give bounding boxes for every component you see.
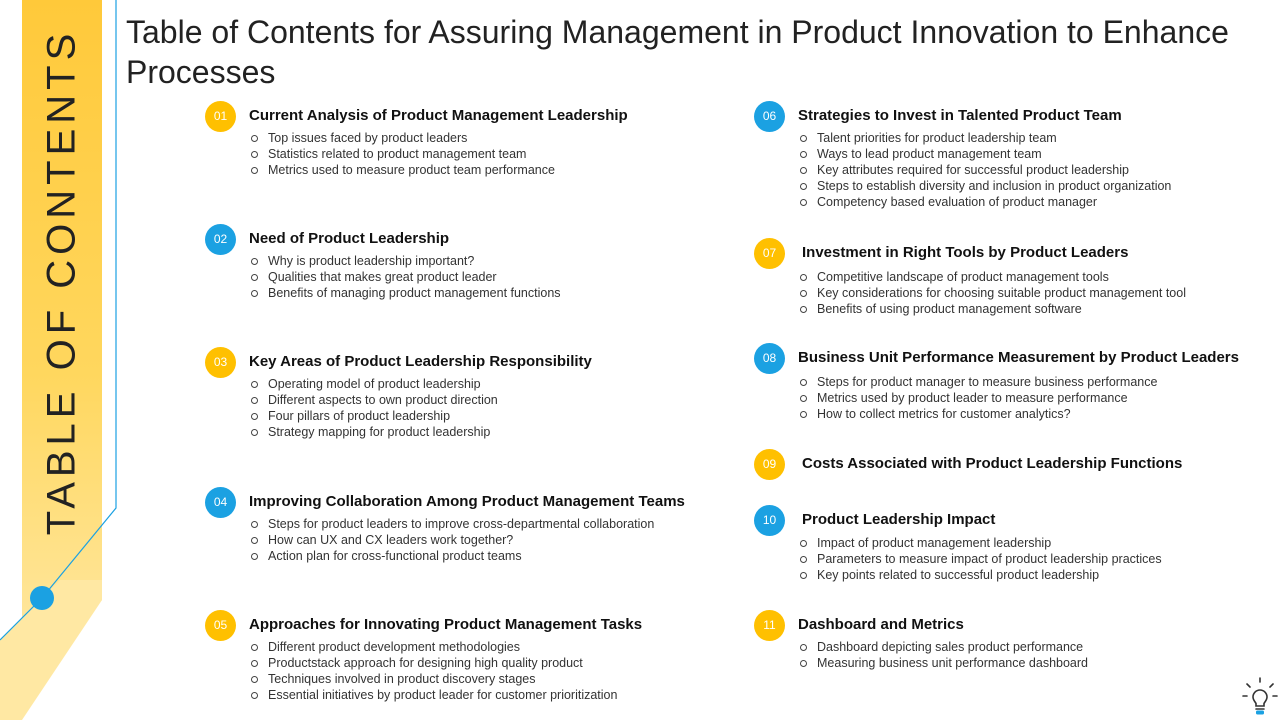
list-item: Why is product leadership important? [249, 253, 561, 269]
section-items [249, 516, 654, 564]
list-item: How can UX and CX leaders work together? [249, 532, 654, 548]
list-item: Measuring business unit performance dashboard [798, 655, 1088, 671]
section-number-badge: 07 [754, 238, 785, 269]
section-title: Dashboard and Metrics [798, 616, 964, 633]
section-items [249, 639, 617, 703]
section-title: Improving Collaboration Among Product Management Teams [249, 493, 685, 510]
list-item: Metrics used by product leader to measure performance [798, 390, 1157, 406]
section-number-badge: 06 [754, 101, 785, 132]
section-title: Investment in Right Tools by Product Leaders [802, 244, 1129, 261]
side-vertical-label: TABLE OF CONTENTS [39, 28, 84, 536]
section-number-badge: 10 [754, 505, 785, 536]
list-item: Impact of product management leadership [798, 535, 1162, 551]
list-item: Operating model of product leadership [249, 376, 498, 392]
list-item: Different aspects to own product direction [249, 392, 498, 408]
list-item: Techniques involved in product discovery stages [249, 671, 617, 687]
section-number-badge: 04 [205, 487, 236, 518]
section-number-badge: 03 [205, 347, 236, 378]
section-items [798, 269, 1186, 317]
list-item: Talent priorities for product leadership team [798, 130, 1171, 146]
section-title: Approaches for Innovating Product Management Tasks [249, 616, 643, 633]
list-item: Top issues faced by product leaders [249, 130, 555, 146]
section-items [249, 376, 498, 440]
list-item: Steps for product manager to measure business performance [798, 374, 1157, 390]
section-number-badge: 08 [754, 343, 785, 374]
section-title: Strategies to Invest in Talented Product Team [798, 107, 1122, 124]
section-items [798, 374, 1157, 422]
section-items [249, 253, 561, 301]
list-item: Essential initiatives by product leader for customer prioritization [249, 687, 617, 703]
list-item: Dashboard depicting sales product performance [798, 639, 1088, 655]
list-item: Steps to establish diversity and inclusion in product organization [798, 178, 1171, 194]
page-title: Table of Contents for Assuring Management in Product Innovation to Enhance Processes [126, 14, 1229, 90]
list-item: Action plan for cross-functional product teams [249, 548, 654, 564]
section-items [249, 130, 555, 178]
section-title: Business Unit Performance Measurement by Product Leaders [798, 349, 1239, 366]
list-item: Competency based evaluation of product manager [798, 194, 1171, 210]
section-items [798, 535, 1162, 583]
list-item: Key points related to successful product leadership [798, 567, 1162, 583]
list-item: Benefits of managing product management functions [249, 285, 561, 301]
section-title: Key Areas of Product Leadership Responsibility [249, 353, 592, 370]
lightbulb-icon [1242, 676, 1278, 716]
section-title: Product Leadership Impact [802, 511, 996, 528]
list-item: Metrics used to measure product team performance [249, 162, 555, 178]
list-item: Statistics related to product management team [249, 146, 555, 162]
list-item: Productstack approach for designing high quality product [249, 655, 617, 671]
list-item: Benefits of using product management software [798, 301, 1186, 317]
section-number-badge: 05 [205, 610, 236, 641]
section-title: Costs Associated with Product Leadership Functions [802, 455, 1183, 472]
section-number-badge: 11 [754, 610, 785, 641]
list-item: Key considerations for choosing suitable product management tool [798, 285, 1186, 301]
section-title: Current Analysis of Product Management Leadership [249, 107, 628, 124]
section-title: Need of Product Leadership [249, 230, 450, 247]
list-item: Four pillars of product leadership [249, 408, 498, 424]
list-item: Strategy mapping for product leadership [249, 424, 498, 440]
list-item: Parameters to measure impact of product leadership practices [798, 551, 1162, 567]
section-items [798, 130, 1171, 210]
section-number-badge: 02 [205, 224, 236, 255]
list-item: Qualities that makes great product leader [249, 269, 561, 285]
section-number-badge: 09 [754, 449, 785, 480]
list-item: How to collect metrics for customer analytics? [798, 406, 1157, 422]
list-item: Key attributes required for successful product leadership [798, 162, 1171, 178]
section-number-badge: 01 [205, 101, 236, 132]
list-item: Different product development methodologies [249, 639, 617, 655]
list-item: Steps for product leaders to improve cross-departmental collaboration [249, 516, 654, 532]
section-items [798, 639, 1088, 671]
list-item: Ways to lead product management team [798, 146, 1171, 162]
list-item: Competitive landscape of product management tools [798, 269, 1186, 285]
side-band [0, 0, 102, 720]
